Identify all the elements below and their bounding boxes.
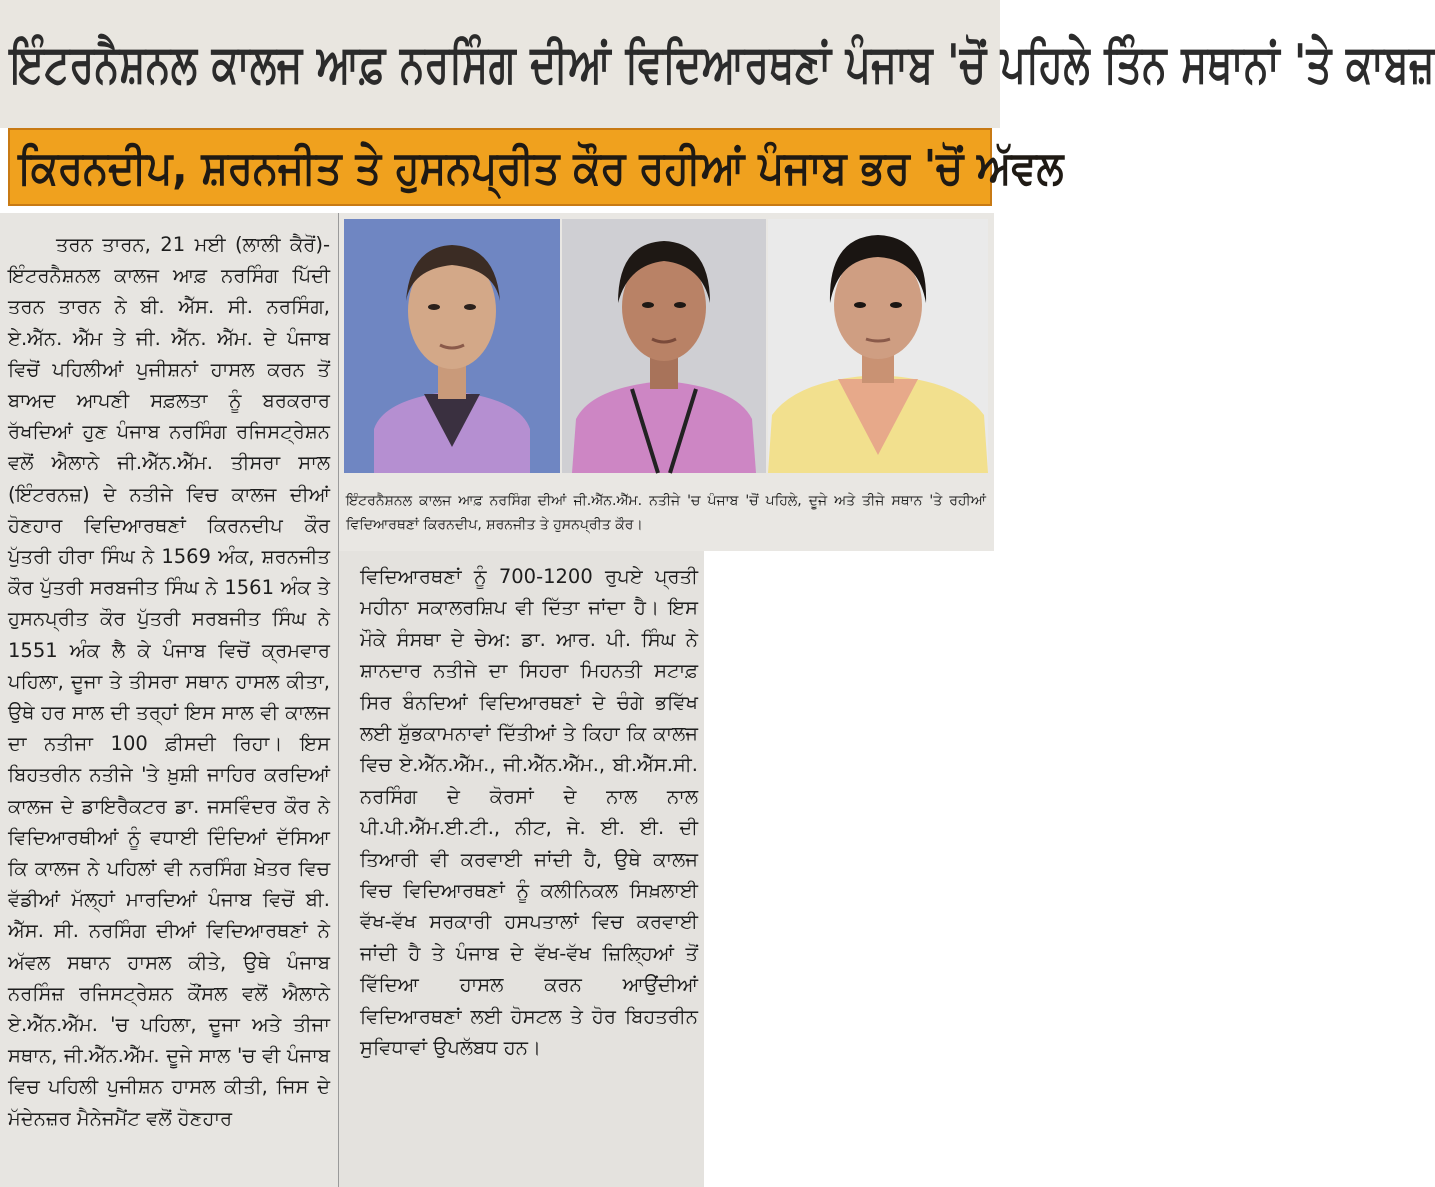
person-2-icon bbox=[562, 219, 766, 473]
person-3-icon bbox=[768, 219, 988, 473]
photo-caption: ਇੰਟਰਨੈਸ਼ਨਲ ਕਾਲਜ ਆਫ਼ ਨਰਸਿੰਗ ਦੀਆਂ ਜੀ.ਐੱਨ.ਐੱਮ. ਨਤੀਜੇ 'ਚ ਪੰਜਾਬ 'ਚੋਂ ਪਹਿਲੇ, ਦੂਜੇ ਅਤੇ ਤੀਜੇ ਸਥਾਨ 'ਤੇ ਰਹੀਆਂ ਵਿਦਿਆਰਥਣਾਂ ਕਿਰਨਦੀਪ, ਸ਼ਰਨਜੀਤ ਤੇ ਹੁਸਨਪ੍ਰੀਤ ਕੌਰ। bbox=[346, 493, 986, 533]
photo-block bbox=[338, 213, 994, 551]
right-column-text: ਵਿਦਿਆਰਥਣਾਂ ਨੂੰ 700-1200 ਰੁਪਏ ਪ੍ਰਤੀ ਮਹੀਨਾ ਸਕਾਲਰਸ਼ਿਪ ਵੀ ਦਿੱਤਾ ਜਾਂਦਾ ਹੈ। ਇਸ ਮੌਕੇ ਸੰਸਥਾ ਦੇ ਚੇਅ: ਡਾ. ਆਰ. ਪੀ. ਸਿੰਘ ਨੇ ਸ਼ਾਨਦਾਰ ਨਤੀਜੇ ਦਾ ਸਿਹਰਾ ਮਿਹਨਤੀ ਸਟਾਫ਼ ਸਿਰ ਬੰਨਦਿਆਂ ਵਿਦਿਆਰਥਣਾਂ ਦੇ ਚੰਗੇ ਭਵਿੱਖ ਲਈ ਸ਼ੁੱਭਕਾਮਨਾਵਾਂ ਦਿੱਤੀਆਂ ਤੇ ਕਿਹਾ ਕਿ ਕਾਲਜ ਵਿਚ ਏ.ਐੱਨ.ਐੱਮ., ਜੀ.ਐੱਨ.ਐੱਮ., ਬੀ.ਐੱਸ.ਸੀ. ਨਰਸਿੰਗ ਦੇ ਕੋਰਸਾਂ ਦੇ ਨਾਲ ਨਾਲ ਪੀ.ਪੀ.ਐੱਮ.ਈ.ਟੀ., ਨੀਟ, ਜੇ. ਈ. ਈ. ਦੀ ਤਿਆਰੀ ਵੀ ਕਰਵਾਈ ਜਾਂਦੀ ਹੈ, ਉਥੇ ਕਾਲਜ ਵਿਚ ਵਿਦਿਆਰਥਣਾਂ ਨੂੰ ਕਲੀਨਿਕਲ ਸਿਖ਼ਲਾਈ ਵੱਖ-ਵੱਖ ਸਰਕਾਰੀ ਹਸਪਤਾਲਾਂ ਵਿਚ ਕਰਵਾਈ ਜਾਂਦੀ ਹੈ ਤੇ ਪੰਜਾਬ ਦੇ ਵੱਖ-ਵੱਖ ਜ਼ਿਲ੍ਹਿਆਂ ਤੋਂ ਵਿੱਦਿਆ ਹਾਸਲ ਕਰਨ ਆਉਂਦੀਆਂ ਵਿਦਿਆਰਥਣਾਂ ਲਈ ਹੋਸਟਲ ਤੇ ਹੋਰ ਬਿਹਤਰੀਨ ਸੁਵਿਧਾਵਾਂ ਉਪਲੱਬਧ ਹਨ। bbox=[360, 565, 698, 1060]
main-headline: ਇੰਟਰਨੈਸ਼ਨਲ ਕਾਲਜ ਆਫ਼ ਨਰਸਿੰਗ ਦੀਆਂ ਵਿਦਿਆਰਥਣਾਂ ਪੰਜਾਬ 'ਚੋਂ ਪਹਿਲੇ ਤਿੰਨ ਸਥਾਨਾਂ 'ਤੇ ਕਾਬਜ਼ bbox=[10, 34, 1435, 95]
person-1-icon bbox=[344, 219, 560, 473]
column-divider bbox=[338, 213, 339, 1187]
student-photo-2 bbox=[562, 219, 766, 473]
left-column-text: ਤਰਨ ਤਾਰਨ, 21 ਮਈ (ਲਾਲੀ ਕੈਰੋਂ)- ਇੰਟਰਨੈਸ਼ਨਲ ਕਾਲਜ ਆਫ਼ ਨਰਸਿੰਗ ਪਿੱਦੀ ਤਰਨ ਤਾਰਨ ਨੇ ਬੀ. ਐੱਸ. ਸੀ. ਨਰਸਿੰਗ, ਏ.ਐੱਨ. ਐੱਮ ਤੇ ਜੀ. ਐੱਨ. ਐੱਮ. ਦੇ ਪੰਜਾਬ ਵਿਚੋਂ ਪਹਿਲੀਆਂ ਪੁਜੀਸ਼ਨਾਂ ਹਾਸਲ ਕਰਨ ਤੋਂ ਬਾਅਦ ਆਪਣੀ ਸਫ਼ਲਤਾ ਨੂੰ ਬਰਕਰਾਰ ਰੱਖਦਿਆਂ ਹੁਣ ਪੰਜਾਬ ਨਰਸਿੰਗ ਰਜਿਸਟ੍ਰੇਸ਼ਨ ਵਲੋਂ ਐਲਾਨੇ ਜੀ.ਐੱਨ.ਐੱਮ. ਤੀਸਰਾ ਸਾਲ (ਇੰਟਰਨਜ਼) ਦੇ ਨਤੀਜੇ ਵਿਚ ਕਾਲਜ ਦੀਆਂ ਹੋਣਹਾਰ ਵਿਦਿਆਰਥਣਾਂ ਕਿਰਨਦੀਪ ਕੌਰ ਪੁੱਤਰੀ ਹੀਰਾ ਸਿੰਘ ਨੇ 1569 ਅੰਕ, ਸ਼ਰਨਜੀਤ ਕੌਰ ਪੁੱਤਰੀ ਸਰਬਜੀਤ ਸਿੰਘ ਨੇ 1561 ਅੰਕ ਤੇ ਹੁਸਨਪ੍ਰੀਤ ਕੌਰ ਪੁੱਤਰੀ ਸਰਬਜੀਤ ਸਿੰਘ ਨੇ 1551 ਅੰਕ ਲੈ ਕੇ ਪੰਜਾਬ ਵਿਚੋਂ ਕ੍ਰਮਵਾਰ ਪਹਿਲਾ, ਦੂਜਾ ਤੇ ਤੀਸਰਾ ਸਥਾਨ ਹਾਸਲ ਕੀਤਾ, ਉਥੇ ਹਰ ਸਾਲ ਦੀ ਤਰ੍ਹਾਂ ਇਸ ਸਾਲ ਵੀ ਕਾਲਜ ਦਾ ਨਤੀਜਾ 100 ਫ਼ੀਸਦੀ ਰਿਹਾ। ਇਸ ਬਿਹਤਰੀਨ ਨਤੀਜੇ 'ਤੇ ਖ਼ੁਸ਼ੀ ਜਾਹਿਰ ਕਰਦਿਆਂ ਕਾਲਜ ਦੇ ਡਾਇਰੈਕਟਰ ਡਾ. ਜਸਵਿੰਦਰ ਕੌਰ ਨੇ ਵਿਦਿਆਰਥੀਆਂ ਨੂੰ ਵਧਾਈ ਦਿੰਦਿਆਂ ਦੱਸਿਆ ਕਿ ਕਾਲਜ ਨੇ ਪਹਿਲਾਂ ਵੀ ਨਰਸਿੰਗ ਖ਼ੇਤਰ ਵਿਚ ਵੱਡੀਆਂ ਮੱਲ੍ਹਾਂ ਮਾਰਦਿਆਂ ਪੰਜਾਬ ਵਿਚੋਂ ਬੀ. ਐੱਸ. ਸੀ. ਨਰਸਿੰਗ ਦੀਆਂ ਵਿਦਿਆਰਥਣਾਂ ਨੇ ਅੱਵਲ ਸਥਾਨ ਹਾਸਲ ਕੀਤੇ, ਉਥੇ ਪੰਜਾਬ ਨਰਸਿੰਜ਼ ਰਜਿਸਟ੍ਰੇਸ਼ਨ ਕੌਂਸਲ ਵਲੋਂ ਐਲਾਨੇ ਏ.ਐੱਨ.ਐੱਮ. 'ਚ ਪਹਿਲਾ, ਦੂਜਾ ਅਤੇ ਤੀਜਾ ਸਥਾਨ, ਜੀ.ਐੱਨ.ਐੱਮ. ਦੂਜੇ ਸਾਲ 'ਚ ਵੀ ਪੰਜਾਬ ਵਿਚ ਪਹਿਲੀ ਪੁਜੀਸ਼ਨ ਹਾਸਲ ਕੀਤੀ, ਜਿਸ ਦੇ ਮੱਦੇਨਜ਼ਰ ਮੈਨੇਜਮੈਂਟ ਵਲੋਂ ਹੋਣਹਾਰ bbox=[8, 233, 330, 1130]
student-photo-3 bbox=[768, 219, 988, 473]
subheadline-band bbox=[8, 128, 1064, 206]
sub-headline: ਕਿਰਨਦੀਪ, ਸ਼ਰਨਜੀਤ ਤੇ ਹੁਸਨਪ੍ਰੀਤ ਕੌਰ ਰਹੀਆਂ ਪੰਜਾਬ ਭਰ 'ਚੋਂ ਅੱਵਲ bbox=[18, 141, 1064, 195]
student-photo-1 bbox=[344, 219, 560, 473]
right-column bbox=[338, 551, 704, 1187]
left-column bbox=[0, 213, 338, 1187]
headline-band bbox=[0, 0, 1435, 128]
